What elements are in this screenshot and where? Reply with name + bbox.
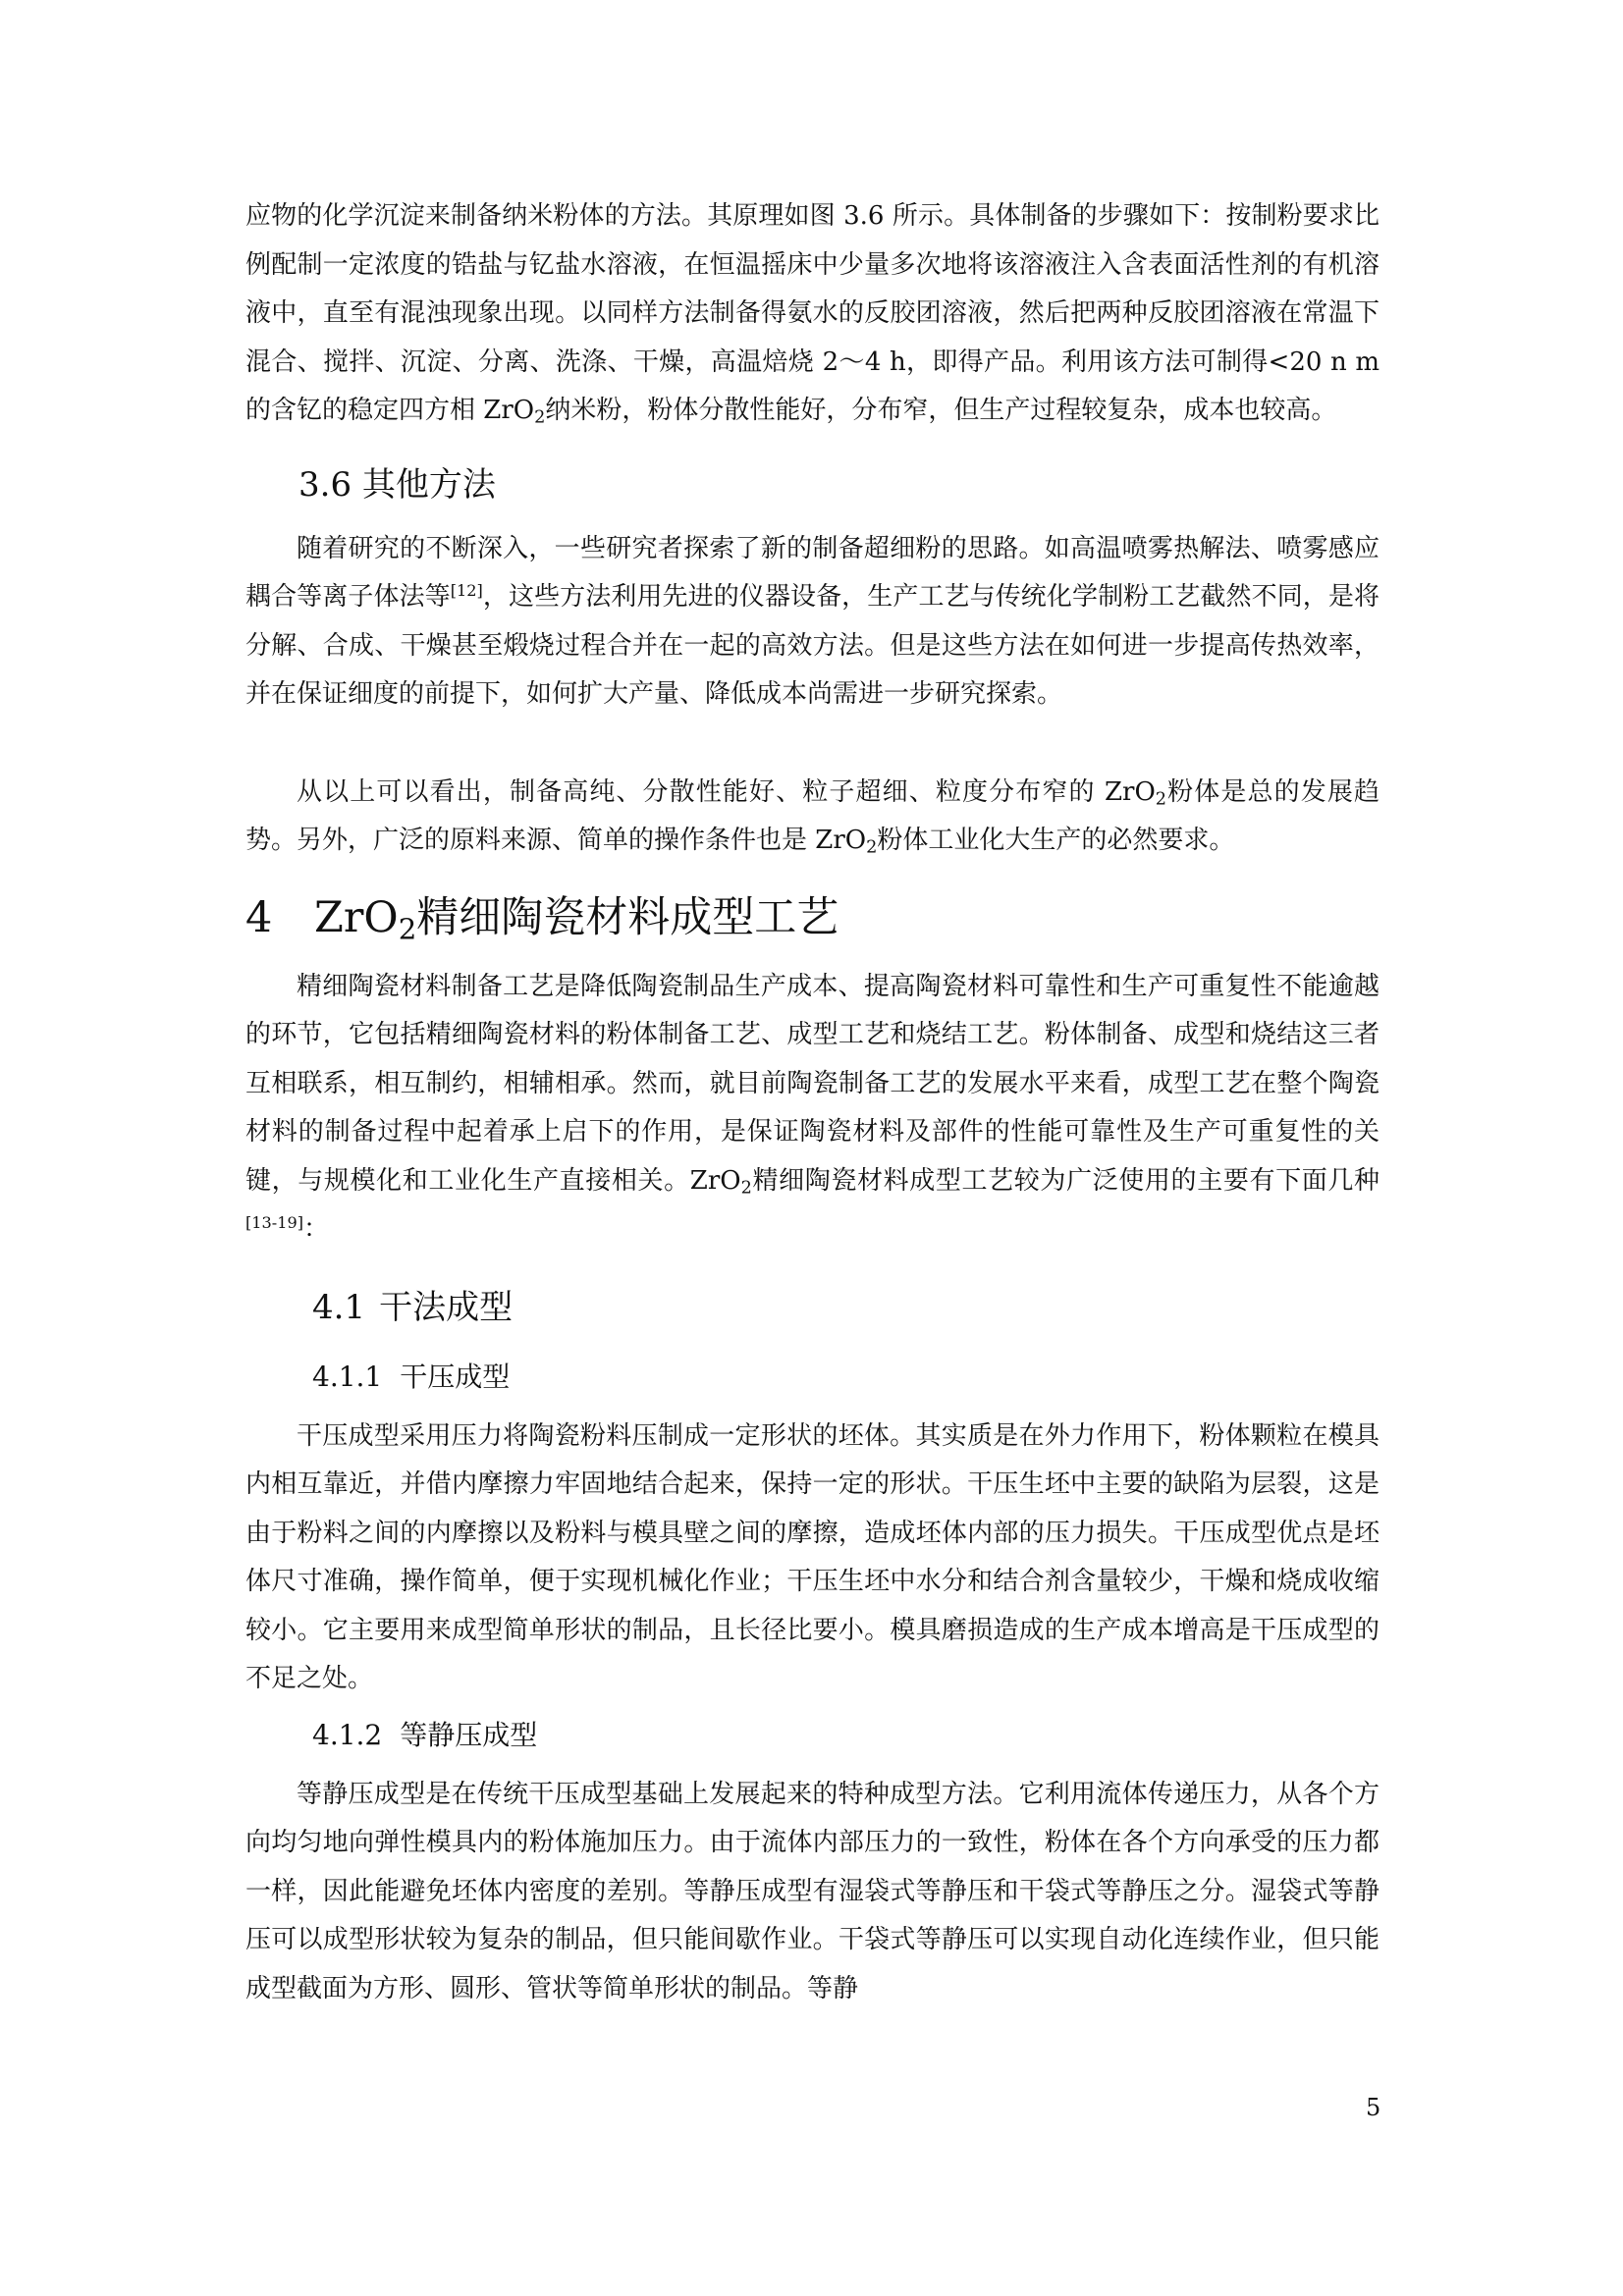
subscript: 2 xyxy=(866,837,878,858)
text-run: 精细陶瓷材料成型工艺 xyxy=(416,892,839,942)
paragraph-4-1-1: 干压成型采用压力将陶瓷粉料压制成一定形状的坯体。其实质是在外力作用下，粉体颗粒在模具内相互靠近，并借内摩擦力牢固地结合起来，保持一定的形状。干压生坯中主要的缺陷为层裂，这是由于粉料之间的内摩擦以及粉料与模具壁之间的摩擦，造成坯体内部的压力损失。干压成型优点是坯体尺寸准确，操作简单，便于实现机械化作业；干压生坯中水分和结合剂含量较少，干燥和烧成收缩较小。它主要用来成型简单形状的制品，且长径比要小。模具磨损造成的生产成本增高是干压成型的不足之处。 xyxy=(245,1420,1380,1693)
page-body xyxy=(245,192,1380,2013)
paragraph-4-1-2: 等静压成型是在传统干压成型基础上发展起来的特种成型方法。它利用流体传递压力，从各个方向均匀地向弹性模具内的粉体施加压力。由于流体内部压力的一致性，粉体在各个方向承受的压力都一样，因此能避免坯体内密度的差别。等静压成型有湿袋式等静压和干袋式等静压之分。湿袋式等静压可以成型形状较为复杂的制品，但只能间歇作业。干袋式等静压可以实现自动化连续作业，但只能成型截面为方形、圆形、管状等简单形状的制品。等静 xyxy=(245,1779,1380,2003)
section-title: 等静压成型 xyxy=(400,1718,538,1751)
section-number: 4.1.2 xyxy=(312,1718,383,1751)
subscript: 2 xyxy=(740,1177,752,1198)
section-title: 干法成型 xyxy=(379,1287,514,1327)
paragraph-4 xyxy=(245,963,1380,1255)
text-run: 粉体工业化大生产的必然要求。 xyxy=(877,826,1235,855)
text-run: 精细陶瓷材料成型工艺较为广泛使用的主要有下面几种 xyxy=(751,1165,1380,1196)
section-heading-4-1-1 xyxy=(245,1356,1380,1399)
subscript: 2 xyxy=(1155,788,1167,809)
text-run: 应物的化学沉淀来制备纳米粉体的方法。其原理如图 3.6 所示。具体制备的步骤如下：按制粉要求比例配制一定浓度的锆盐与钇盐水溶液，在恒温摇床中少量多次地将该溶液注入含表面活性剂的有机溶液中，直至有混浊现象出现。以同样方法制备得氨水的反胶团溶液，然后把两种反胶团溶液在常温下混合、搅拌、沉淀、分离、洗涤、干燥，高温焙烧 2～4 h，即得产品。利用该方法可制得<20 n m的含钇的稳定四方相 ZrO xyxy=(245,201,1380,425)
section-heading-4-1-2 xyxy=(245,1714,1380,1757)
paragraph-3-6 xyxy=(245,525,1380,720)
section-heading-3-6: 3.6 其他方法 xyxy=(298,464,496,505)
text-run: 从以上可以看出，制备高纯、分散性能好、粒子超细、粒度分布窄的 ZrO xyxy=(297,776,1156,807)
subscript: 2 xyxy=(534,407,546,428)
section-number: 4 xyxy=(245,892,273,942)
paragraph-summary xyxy=(245,769,1380,866)
text-run: 粉体是总的发展趋势。另外，广泛的原料来源、简单的操作条件也是 ZrO xyxy=(245,776,1380,855)
text-run: 精细陶瓷材料制备工艺是降低陶瓷制品生产成本、提高陶瓷材料可靠性和生产可重复性不能逾越的环节，它包括精细陶瓷材料的粉体制备工艺、成型工艺和烧结工艺。粉体制备、成型和烧结这三者互相联系，相互制约，相辅相承。然而，就目前陶瓷制备工艺的发展水平来看，成型工艺在整个陶瓷材料的制备过程中起着承上启下的作用，是保证陶瓷材料及部件的性能可靠性及生产可重复性的关键，与规模化和工业化生产直接相关。ZrO xyxy=(245,971,1380,1196)
text-run: 随着研究的不断深入，一些研究者探索了新的制备超细粉的思路。如高温喷雾热解法、喷雾感应耦合等离子体法等 xyxy=(245,533,1380,612)
page-number: 5 xyxy=(1366,2094,1381,2121)
text-run: ，这些方法利用先进的仪器设备，生产工艺与传统化学制粉工艺截然不同，是将分解、合成、干燥甚至煅烧过程合并在一起的高效方法。但是这些方法在如何进一步提高传热效率，并在保证细度的前提下，如何扩大产量、降低成本尚需进一步研究探索。 xyxy=(245,582,1380,709)
section-heading-4-1 xyxy=(245,1284,1380,1331)
section-number: 4.1 xyxy=(312,1287,366,1327)
text-run: ZrO xyxy=(314,892,399,942)
text-run: 纳米粉，粉体分散性能好，分布窄，但生产过程较复杂，成本也较高。 xyxy=(545,396,1337,425)
section-title: 干压成型 xyxy=(400,1360,511,1393)
subscript: 2 xyxy=(398,911,417,945)
citation: [12] xyxy=(450,581,483,601)
citation: [13-19] xyxy=(245,1213,304,1233)
section-number: 4.1.1 xyxy=(312,1360,383,1393)
paragraph-intro xyxy=(245,192,1380,436)
section-heading-4 xyxy=(245,890,1380,945)
text-run: ： xyxy=(303,1214,330,1244)
